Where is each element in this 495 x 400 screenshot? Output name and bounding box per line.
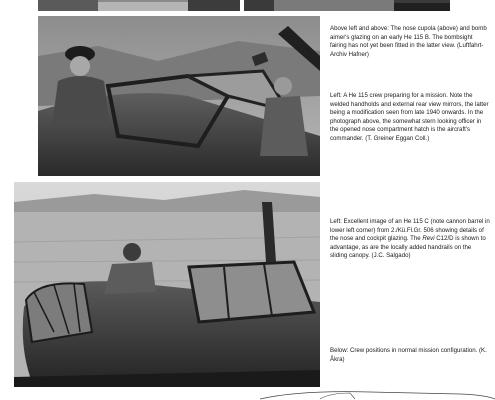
photo-nose-glazing-strip (38, 0, 240, 11)
crew-positions-drawing (260, 388, 495, 400)
photo-crew-preparing (38, 16, 320, 176)
caption-he115c-part2: C12/D is shown to advantage, as are the locally added handrails on the sliding canopy. (J.C. Salgado) (330, 235, 486, 260)
caption-nose-cupola: Above left and above: The nose cupola (above) and bomb aimer's glazing on an early He 115 B. The bombsight fairing has not yet been fitted in the latter view. (Luftfahrt-Archiv Hafner) (330, 25, 487, 58)
caption-crew-positions: Below: Crew positions in normal mission configuration. (K. Åkra) (330, 347, 487, 363)
photo-he115c-seaplane (14, 182, 320, 387)
photo-nose-cupola-strip (244, 0, 450, 11)
caption-crew-preparing: Left: A He 115 crew preparing for a mission. Note the welded handholds and external rear view mirrors, the latter being a modification seen from late 1940 onwards. In the photograph above, the somewhat stern looking officer in the opened nose compartment hatch is the aircraft's commander. (T. Greiner Eggan Coll.) (330, 92, 489, 142)
caption-he115c (330, 218, 490, 261)
caption-he115c-part1: Left: Excellent image of an He 115 C (note cannon barrel in lower left corner) from 2./Kü.Fl.Gr. 506 showing details of the nose and cockpit glazing. The (330, 218, 490, 243)
caption-he115c-revi: Revi (422, 235, 435, 243)
